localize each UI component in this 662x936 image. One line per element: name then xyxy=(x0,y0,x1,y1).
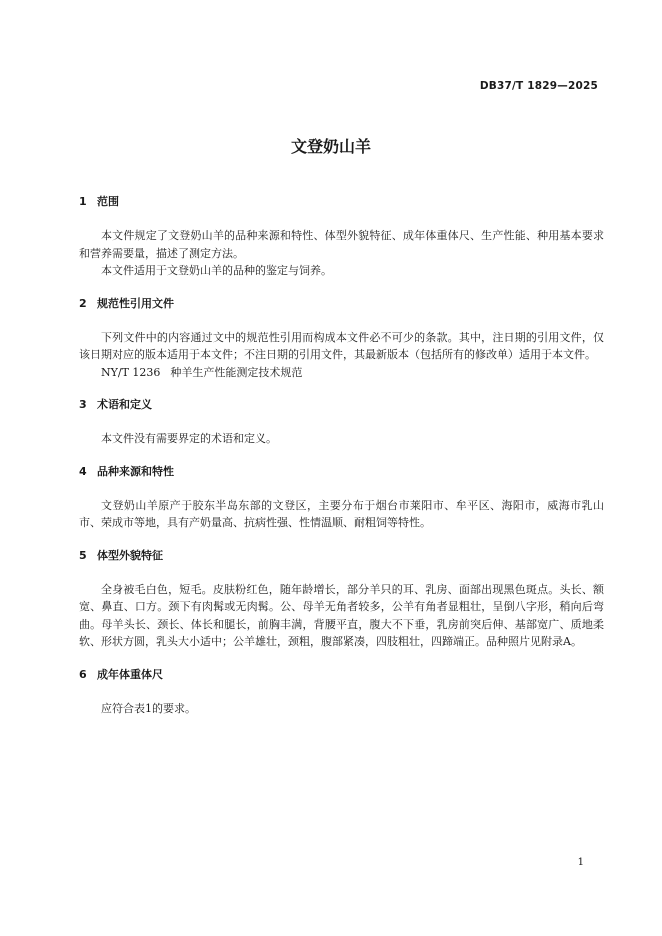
reference-entry xyxy=(79,364,604,382)
section-number: 1 xyxy=(79,195,87,208)
section-breed-origin xyxy=(79,464,604,532)
section-number: 4 xyxy=(79,464,87,478)
paragraph: 下列文件中的内容通过文中的规范性引用而构成本文件必不可少的条款。其中，注日期的引用文件，仅该日期对应的版本适用于本文件；不注日期的引用文件，其最新版本（包括所有的修改单）适用于本文件。 xyxy=(79,330,604,361)
section-heading xyxy=(79,464,604,480)
section-normative-references xyxy=(79,296,604,382)
paragraph: 应符合表1的要求。 xyxy=(101,701,196,715)
section-title: 体型外貌特征 xyxy=(97,548,163,562)
section-number: 2 xyxy=(79,296,87,310)
reference-title: 种羊生产性能测定技术规范 xyxy=(170,365,303,379)
document-body xyxy=(79,194,604,717)
section-title: 成年体重体尺 xyxy=(97,667,163,681)
paragraph: 本文件规定了文登奶山羊的品种来源和特性、体型外貌特征、成年体重体尺、生产性能、种用基本要求和营养需要量，描述了测定方法。 xyxy=(79,229,604,260)
section-number: 3 xyxy=(79,398,87,411)
section-title: 规范性引用文件 xyxy=(97,296,174,310)
section-body-measurements xyxy=(79,667,604,718)
paragraph: 全身被毛白色，短毛。皮肤粉红色，随年龄增长，部分羊只的耳、乳房、面部出现黑色斑点。头长、额宽、鼻直、口方。颈下有肉髯或无肉髯。公、母羊无角者较多，公羊有角者显粗壮，呈倒八字形，稍向后弯曲。母羊头长、颈长、体长和腿长，前胸丰满，背腰平直，腹大不下垂，乳房前突后伸、基部宽广、质地柔软、形状方圆，乳头大小适中；公羊雄壮，颈粗，腹部紧凑，四肢粗壮，四蹄端正。品种照片见附录A。 xyxy=(79,582,604,648)
standard-code: DB37/T 1829—2025 xyxy=(479,80,598,92)
paragraph: 文登奶山羊原产于胶东半岛东部的文登区，主要分布于烟台市莱阳市、牟平区、海阳市，威海市乳山市、荣成市等地，具有产奶量高、抗病性强、性情温顺、耐粗饲等特性。 xyxy=(79,498,604,529)
section-heading xyxy=(79,194,604,210)
section-title: 品种来源和特性 xyxy=(97,464,174,478)
reference-code: NY/T 1236 xyxy=(101,365,161,379)
section-heading xyxy=(79,548,604,564)
section-heading xyxy=(79,296,604,312)
section-number: 6 xyxy=(79,667,87,681)
section-number: 5 xyxy=(79,548,87,562)
section-appearance xyxy=(79,548,604,651)
page-number: 1 xyxy=(577,857,584,868)
section-title: 范围 xyxy=(97,195,119,208)
section-title: 术语和定义 xyxy=(97,398,152,411)
section-heading xyxy=(79,397,604,413)
section-heading xyxy=(79,667,604,683)
section-terms xyxy=(79,397,604,448)
section-scope xyxy=(79,194,604,280)
document-title: 文登奶山羊 xyxy=(290,137,371,156)
paragraph: 本文件适用于文登奶山羊的品种的鉴定与饲养。 xyxy=(101,264,332,277)
paragraph: 本文件没有需要界定的术语和定义。 xyxy=(101,432,277,445)
